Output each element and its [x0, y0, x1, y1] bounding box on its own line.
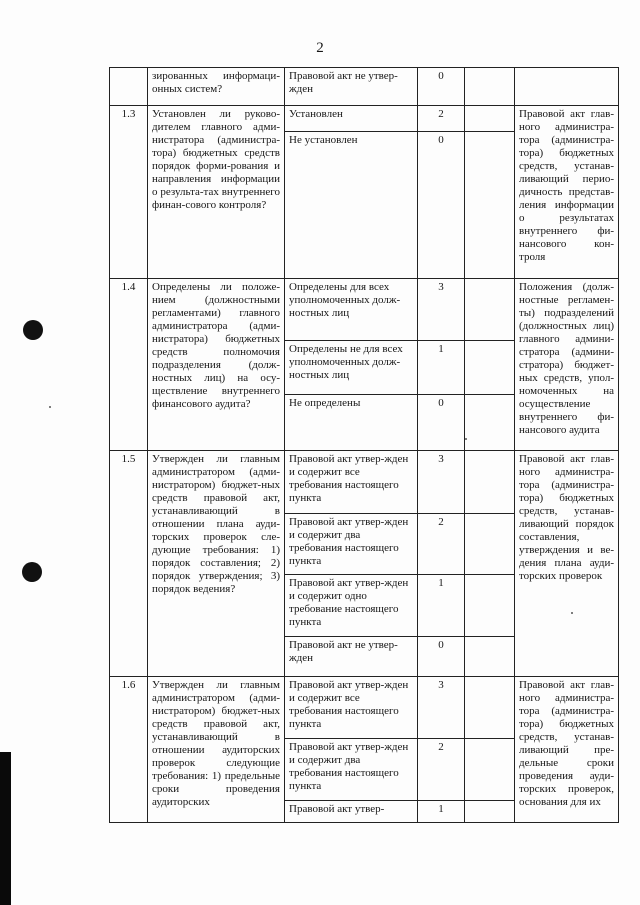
- empty-cell: [465, 514, 515, 575]
- score-cell: 3: [418, 451, 465, 514]
- table-row: [110, 279, 619, 341]
- punch-hole-upper: [23, 320, 43, 340]
- row-number: 1.6: [110, 677, 148, 823]
- empty-cell: [465, 395, 515, 451]
- row-number: 1.5: [110, 451, 148, 677]
- score-cell: 1: [418, 575, 465, 637]
- empty-cell: [465, 801, 515, 823]
- answer-cell: Правовой акт утвер-жден и содержит одно требование настоящего пункта: [285, 575, 418, 637]
- question-cell: Утвержден ли главным администратором (адми-нистратором) бюджет-ных средств правовой акт, устанавливающий в отношении плана ауди-торских проверок сле-дующие требования: 1) порядок составления; 2) порядок утверждения; 3) порядок ведения?: [148, 451, 285, 677]
- empty-cell: [465, 677, 515, 739]
- empty-cell: [465, 575, 515, 637]
- empty-cell: [465, 739, 515, 801]
- table-row: [110, 677, 619, 739]
- answer-cell: Правовой акт утвер-жден и содержит все требования настоящего пункта: [285, 451, 418, 514]
- score-cell: 1: [418, 341, 465, 395]
- score-cell: 3: [418, 677, 465, 739]
- basis-cell: Правовой акт глав-ного администра-тора (администра-тора) бюджетных средств, устанав-ливающий порядок составления, утверждения и ве-дения плана ауди-торских проверок: [515, 451, 619, 677]
- answer-cell: Правовой акт утвер-жден и содержит все требования настоящего пункта: [285, 677, 418, 739]
- scan-edge-shadow: [0, 752, 11, 905]
- assessment-table: [109, 67, 619, 823]
- answer-cell: Правовой акт утвер-жден и содержит два требования настоящего пункта: [285, 739, 418, 801]
- score-cell: 0: [418, 68, 465, 106]
- question-cell: зированных информаци-онных систем?: [148, 68, 285, 106]
- empty-cell: [465, 68, 515, 106]
- answer-cell: Не установлен: [285, 132, 418, 279]
- scan-speck: [49, 406, 51, 408]
- answer-cell: Определены не для всех уполномоченных долж-ностных лиц: [285, 341, 418, 395]
- basis-cell: Положения (долж-ностные регламен-ты) подразделений (должностных лиц) главного админи-стратора (админи-стратора) бюджет-ных средств, упол-номоченных на осуществление внутреннего фи-нансового аудита: [515, 279, 619, 451]
- table-row: [110, 68, 619, 106]
- score-cell: 2: [418, 106, 465, 132]
- answer-cell: Правовой акт не утвер-жден: [285, 68, 418, 106]
- question-cell: Утвержден ли главным администратором (адми-нистратором) бюджет-ных средств правовой акт, устанавливающий в отношении аудиторских проверок следующие требования: 1) предельные сроки проведения аудиторских: [148, 677, 285, 823]
- table-row: [110, 106, 619, 132]
- question-cell: Определены ли положе-нием (должностными регламентами) главного администратора (адми-нистратора) бюджетных средств полномочия подразделения (долж-ностных лиц) на осу-ществление внутреннего финансового аудита?: [148, 279, 285, 451]
- score-cell: 1: [418, 801, 465, 823]
- answer-cell: Правовой акт не утвер-жден: [285, 637, 418, 677]
- score-cell: 0: [418, 132, 465, 279]
- empty-cell: [465, 106, 515, 132]
- basis-cell: Правовой акт глав-ного администра-тора (администра-тора) бюджетных средств, устанав-ливающий перио-дичность представ-ления информации о результатах внутреннего фи-нансового кон-троля: [515, 106, 619, 279]
- empty-cell: [465, 132, 515, 279]
- score-cell: 0: [418, 637, 465, 677]
- score-cell: 2: [418, 739, 465, 801]
- empty-cell: [465, 341, 515, 395]
- empty-cell: [465, 279, 515, 341]
- answer-cell: Не определены: [285, 395, 418, 451]
- row-number: [110, 68, 148, 106]
- answer-cell: Правовой акт утвер-: [285, 801, 418, 823]
- score-cell: 0: [418, 395, 465, 451]
- score-cell: 2: [418, 514, 465, 575]
- basis-cell: Правовой акт глав-ного администра-тора (администра-тора) бюджетных средств, устанав-ливающий пре-дельные сроки проведения ауди-торских проверок, основания для их: [515, 677, 619, 823]
- answer-cell: Установлен: [285, 106, 418, 132]
- question-cell: Установлен ли руково-дителем главного адми-нистратора (администра-тора) бюджетных средств порядок форми-рования и направления информации о результа-тах внутреннего финан-сового контроля?: [148, 106, 285, 279]
- score-cell: 3: [418, 279, 465, 341]
- empty-cell: [465, 451, 515, 514]
- punch-hole-lower: [22, 562, 42, 582]
- page-number: 2: [316, 40, 324, 56]
- answer-cell: Правовой акт утвер-жден и содержит два требования настоящего пункта: [285, 514, 418, 575]
- row-number: 1.4: [110, 279, 148, 451]
- basis-cell: [515, 68, 619, 106]
- empty-cell: [465, 637, 515, 677]
- row-number: 1.3: [110, 106, 148, 279]
- table-row: [110, 451, 619, 514]
- answer-cell: Определены для всех уполномоченных долж-ностных лиц: [285, 279, 418, 341]
